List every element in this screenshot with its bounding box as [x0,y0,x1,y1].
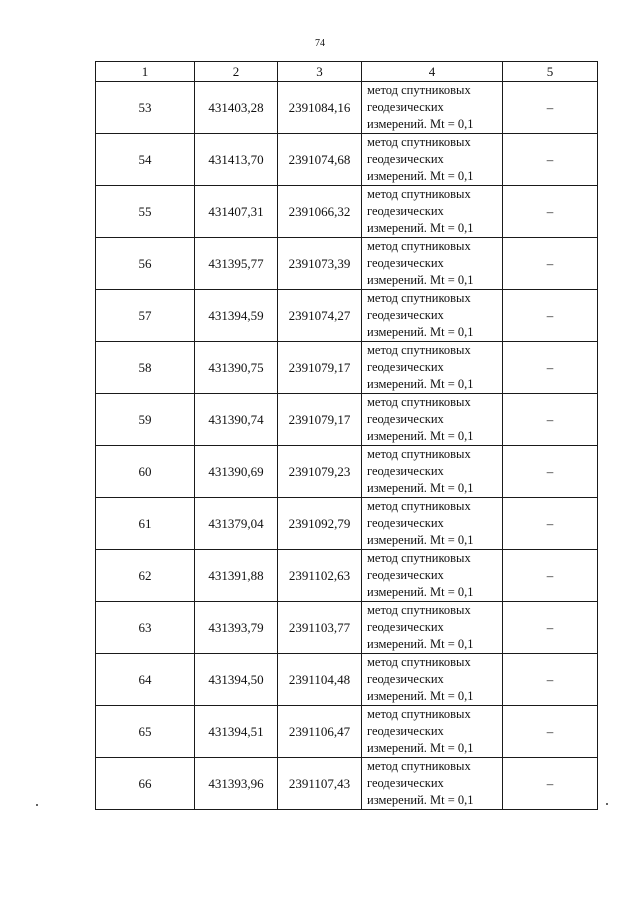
coordinate-x: 431393,96 [195,758,278,810]
method-line: геодезических [367,412,444,426]
method-line: измерений. Mt = 0,1 [367,533,474,547]
method-line: геодезических [367,204,444,218]
point-number: 53 [96,82,195,134]
method-line: измерений. Mt = 0,1 [367,689,474,703]
coordinate-y: 2391073,39 [278,238,362,290]
method-line: измерений. Mt = 0,1 [367,325,474,339]
point-number: 59 [96,394,195,446]
coordinate-y: 2391074,68 [278,134,362,186]
note-dash: – [503,654,598,706]
method-description [362,82,503,134]
coordinate-x: 431413,70 [195,134,278,186]
note-dash: – [503,706,598,758]
method-line: метод спутниковых [367,447,471,461]
method-line: измерений. Mt = 0,1 [367,481,474,495]
coordinate-x: 431390,74 [195,394,278,446]
method-line: геодезических [367,464,444,478]
method-line: геодезических [367,360,444,374]
method-line: геодезических [367,152,444,166]
column-header-2: 2 [195,62,278,82]
point-number: 54 [96,134,195,186]
coordinates-table [95,61,598,810]
column-header-4: 4 [362,62,503,82]
method-line: измерений. Mt = 0,1 [367,429,474,443]
coordinate-y: 2391102,63 [278,550,362,602]
method-line: геодезических [367,724,444,738]
note-dash: – [503,602,598,654]
method-description [362,550,503,602]
point-number: 62 [96,550,195,602]
table-row [96,342,598,394]
method-line: метод спутниковых [367,395,471,409]
coordinate-x: 431395,77 [195,238,278,290]
method-line: геодезических [367,308,444,322]
method-line: измерений. Mt = 0,1 [367,585,474,599]
coordinate-y: 2391092,79 [278,498,362,550]
note-dash: – [503,238,598,290]
column-header-3: 3 [278,62,362,82]
coordinate-y: 2391106,47 [278,706,362,758]
method-description [362,706,503,758]
method-description [362,758,503,810]
point-number: 61 [96,498,195,550]
coordinate-x: 431390,75 [195,342,278,394]
table-row [96,550,598,602]
method-description [362,342,503,394]
page-number: 74 [315,38,325,49]
method-line: измерений. Mt = 0,1 [367,377,474,391]
point-number: 64 [96,654,195,706]
coordinate-y: 2391079,23 [278,446,362,498]
point-number: 57 [96,290,195,342]
method-description [362,290,503,342]
note-dash: – [503,446,598,498]
method-line: метод спутниковых [367,291,471,305]
method-line: геодезических [367,776,444,790]
method-description [362,186,503,238]
coordinate-x: 431393,79 [195,602,278,654]
method-description [362,446,503,498]
method-line: измерений. Mt = 0,1 [367,221,474,235]
method-line: метод спутниковых [367,343,471,357]
table-row [96,394,598,446]
method-line: геодезических [367,620,444,634]
point-number: 63 [96,602,195,654]
coordinate-y: 2391103,77 [278,602,362,654]
note-dash: – [503,550,598,602]
coordinate-y: 2391074,27 [278,290,362,342]
coordinate-x: 431390,69 [195,446,278,498]
method-line: измерений. Mt = 0,1 [367,273,474,287]
coordinate-x: 431379,04 [195,498,278,550]
point-number: 55 [96,186,195,238]
note-dash: – [503,186,598,238]
method-description [362,394,503,446]
note-dash: – [503,758,598,810]
table-row [96,498,598,550]
coordinate-x: 431394,50 [195,654,278,706]
method-line: геодезических [367,256,444,270]
table-row [96,186,598,238]
point-number: 56 [96,238,195,290]
table-row [96,706,598,758]
method-description [362,654,503,706]
coordinate-x: 431391,88 [195,550,278,602]
note-dash: – [503,134,598,186]
coordinate-y: 2391079,17 [278,394,362,446]
coordinate-x: 431403,28 [195,82,278,134]
point-number: 58 [96,342,195,394]
table-row [96,446,598,498]
method-description [362,602,503,654]
note-dash: – [503,342,598,394]
note-dash: – [503,498,598,550]
method-line: метод спутниковых [367,655,471,669]
method-line: измерений. Mt = 0,1 [367,793,474,807]
method-line: метод спутниковых [367,187,471,201]
note-dash: – [503,82,598,134]
method-line: метод спутниковых [367,551,471,565]
method-line: метод спутниковых [367,239,471,253]
table-row [96,654,598,706]
method-description [362,238,503,290]
method-line: метод спутниковых [367,135,471,149]
coordinate-y: 2391066,32 [278,186,362,238]
table-row [96,82,598,134]
method-description [362,134,503,186]
coordinate-x: 431394,59 [195,290,278,342]
table-row [96,290,598,342]
column-header-1: 1 [96,62,195,82]
note-dash: – [503,290,598,342]
scan-speck [36,804,38,806]
method-line: метод спутниковых [367,603,471,617]
method-line: геодезических [367,672,444,686]
scan-speck [606,803,608,805]
table-row [96,602,598,654]
method-line: измерений. Mt = 0,1 [367,117,474,131]
point-number: 60 [96,446,195,498]
coordinate-x: 431407,31 [195,186,278,238]
coordinate-x: 431394,51 [195,706,278,758]
coordinate-y: 2391107,43 [278,758,362,810]
method-line: измерений. Mt = 0,1 [367,741,474,755]
table-row [96,758,598,810]
method-line: геодезических [367,100,444,114]
point-number: 65 [96,706,195,758]
table-row [96,238,598,290]
column-header-5: 5 [503,62,598,82]
method-line: метод спутниковых [367,759,471,773]
coordinate-y: 2391084,16 [278,82,362,134]
method-line: геодезических [367,516,444,530]
method-line: измерений. Mt = 0,1 [367,169,474,183]
method-line: метод спутниковых [367,499,471,513]
method-description [362,498,503,550]
method-line: метод спутниковых [367,707,471,721]
method-line: метод спутниковых [367,83,471,97]
note-dash: – [503,394,598,446]
coordinate-y: 2391104,48 [278,654,362,706]
coordinate-y: 2391079,17 [278,342,362,394]
method-line: измерений. Mt = 0,1 [367,637,474,651]
table-row [96,134,598,186]
header-row [96,62,598,82]
method-line: геодезических [367,568,444,582]
point-number: 66 [96,758,195,810]
